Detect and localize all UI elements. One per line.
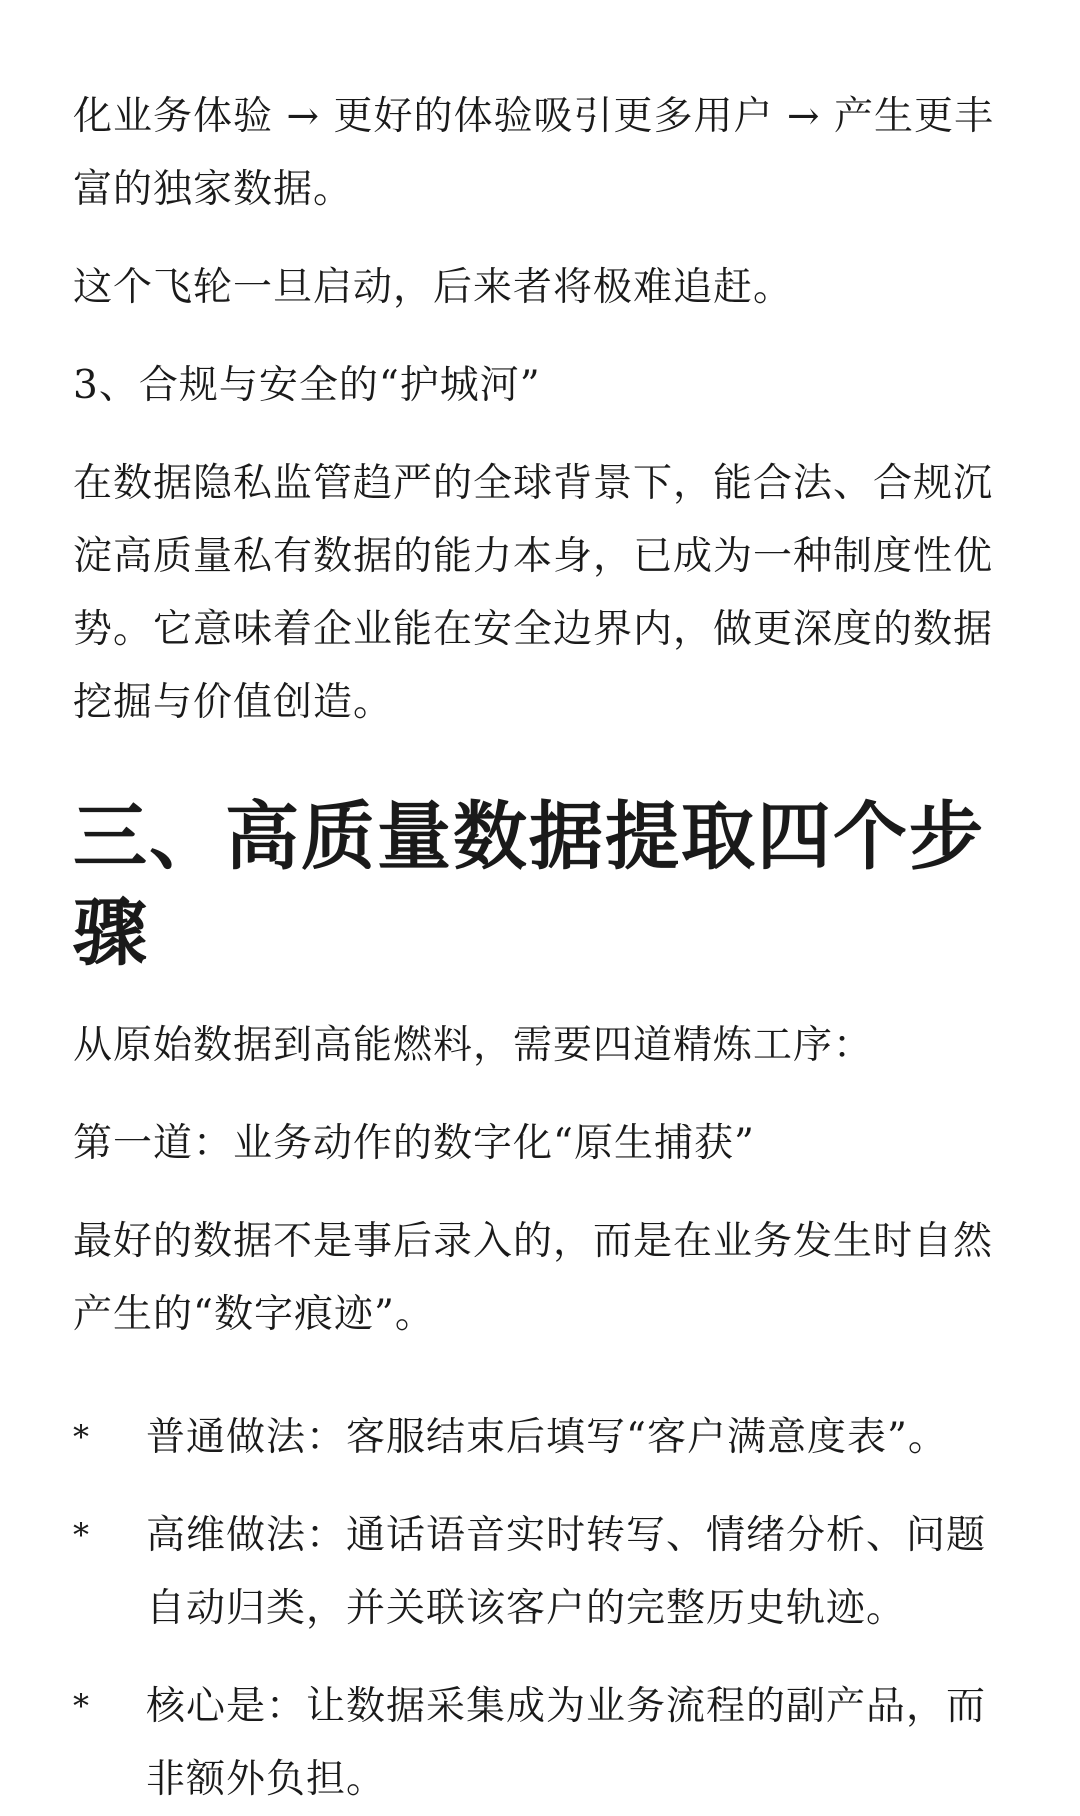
list-item: [73, 1499, 1013, 1645]
bullet-marker: *: [73, 1516, 90, 1554]
list-item-text: 高维做法：通话语音实时转写、情绪分析、问题自动归类，并关联该客户的完整历史轨迹。: [146, 1513, 987, 1631]
bullet-list: [73, 1401, 1013, 1816]
section-heading: 三、高质量数据提取四个步骤: [73, 794, 985, 976]
paragraph-step-one: 最好的数据不是事后录入的，而是在业务发生时自然产生的“数字痕迹”。: [73, 1219, 994, 1337]
paragraph-flywheel-end: 化业务体验 → 更好的体验吸引更多用户 → 产生更丰富的独家数据。: [73, 94, 994, 212]
article-body: [73, 80, 1013, 1816]
paragraph-intro-steps: 从原始数据到高能燃料，需要四道精炼工序：: [73, 1023, 874, 1068]
paragraph-flywheel-summary: 这个飞轮一旦启动，后来者将极难追赶。: [73, 265, 794, 310]
bullet-marker: *: [73, 1418, 90, 1456]
paragraph-compliance: 在数据隐私监管趋严的全球背景下，能合法、合规沉淀高质量私有数据的能力本身，已成为一种制度性优势。它意味着企业能在安全边界内，做更深度的数据挖掘与价值创造。: [73, 461, 994, 725]
list-item: [73, 1670, 1013, 1816]
list-item-text: 核心是：让数据采集成为业务流程的副产品，而非额外负担。: [146, 1684, 987, 1802]
list-item: [73, 1401, 1013, 1474]
bullet-marker: *: [73, 1687, 90, 1725]
list-item-text: 普通做法：客服结束后填写“客户满意度表”。: [146, 1415, 948, 1460]
subheading-step-one: 第一道：业务动作的数字化“原生捕获”: [73, 1121, 755, 1166]
subheading-compliance: 3、合规与安全的“护城河”: [73, 363, 541, 408]
